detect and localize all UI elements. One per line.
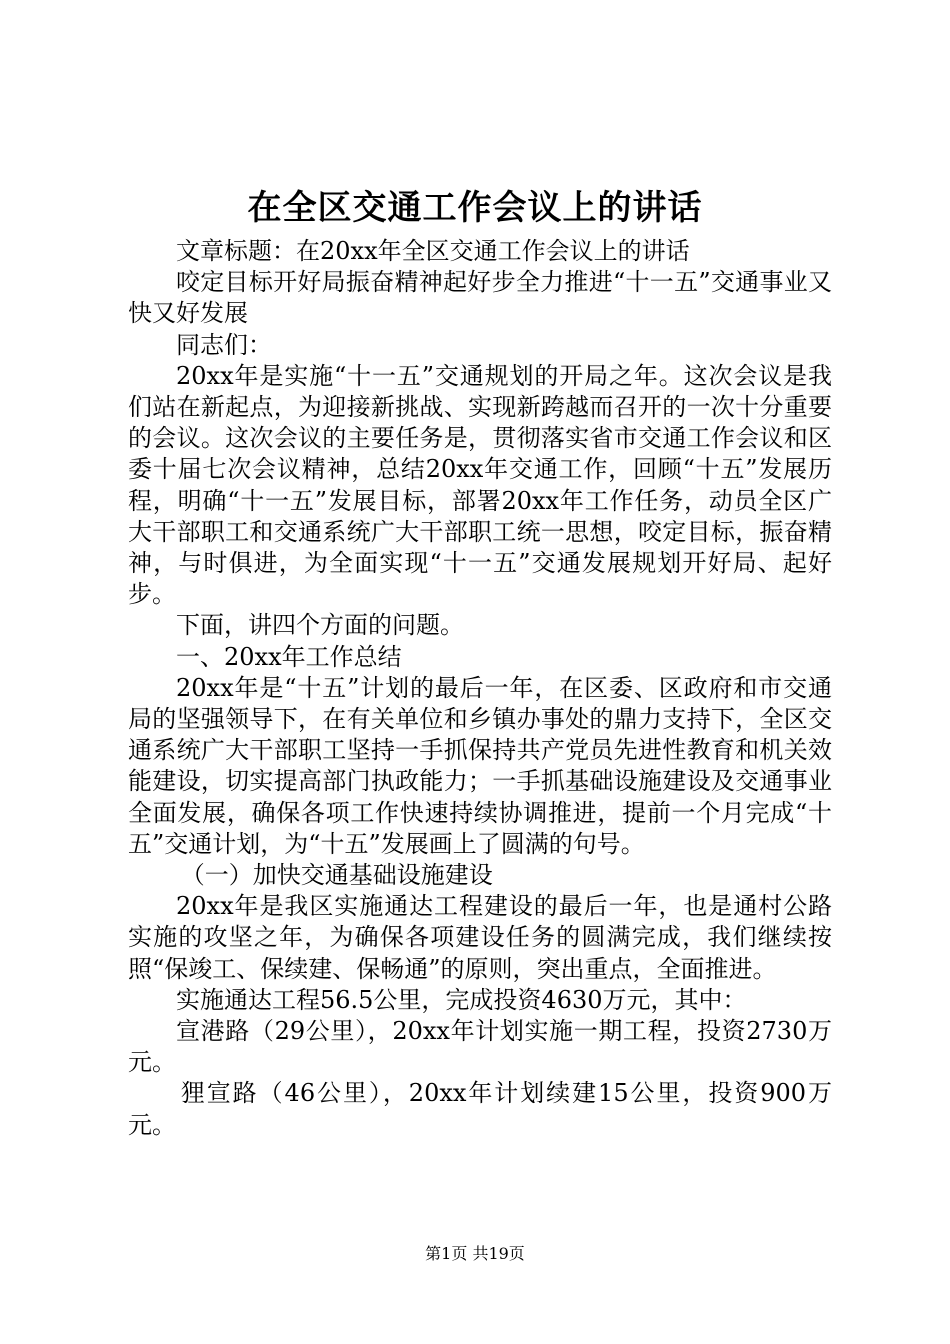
- subtitle-paragraph: 咬定目标开好局振奋精神起好步全力推进“十一五”交通事业又快又好发展: [128, 268, 832, 328]
- body-paragraph: 实施通达工程56.5公里，完成投资4630万元，其中：: [176, 985, 747, 1014]
- article-title-line: 文章标题：在20xx年全区交通工作会议上的讲话: [176, 237, 690, 265]
- body-paragraph: 下面，讲四个方面的问题。: [176, 611, 464, 640]
- document-title: 在全区交通工作会议上的讲话: [247, 188, 703, 228]
- document-body: [128, 236, 832, 1141]
- subsection-heading: （一）加快交通基础设施建设: [180, 861, 493, 890]
- body-paragraph: 狸宣路（46公里），20xx年计划续建15公里，投资900万元。: [128, 1079, 832, 1139]
- body-paragraph: 20xx年是“十五”计划的最后一年，在区委、区政府和市交通局的坚强领导下，在有关单位和乡镇办事处的鼎力支持下，全区交通系统广大干部职工坚持一手抓保持共产党员先进性教育和机关效能建设，切实提高部门执政能力；一手抓基础设施建设及交通事业全面发展，确保各项工作快速持续协调推进，提前一个月完成“十五”交通计划，为“十五”发展画上了圆满的句号。: [128, 673, 832, 858]
- body-paragraph: 20xx年是我区实施通达工程建设的最后一年，也是通村公路实施的攻坚之年，为确保各项建设任务的圆满完成，我们继续按照“保竣工、保续建、保畅通”的原则，突出重点，全面推进。: [128, 892, 832, 983]
- body-paragraph: 20xx年是实施“十一五”交通规划的开局之年。这次会议是我们站在新起点，为迎接新挑战、实现新跨越而召开的一次十分重要的会议。这次会议的主要任务是，贯彻落实省市交通工作会议和区委十届七次会议精神，总结20xx年交通工作，回顾“十五”发展历程，明确“十一五”发展目标，部署20xx年工作任务，动员全区广大干部职工和交通系统广大干部职工统一思想，咬定目标，振奋精神，与时俱进，为全面实现“十一五”交通发展规划开好局、起好步。: [128, 361, 832, 609]
- section-heading: 一、20xx年工作总结: [176, 642, 402, 671]
- page-number-footer: 第1页 共19页: [425, 1244, 525, 1263]
- body-paragraph: 宣港路（29公里），20xx年计划实施一期工程，投资2730万元。: [128, 1017, 832, 1077]
- salutation: 同志们：: [176, 330, 272, 359]
